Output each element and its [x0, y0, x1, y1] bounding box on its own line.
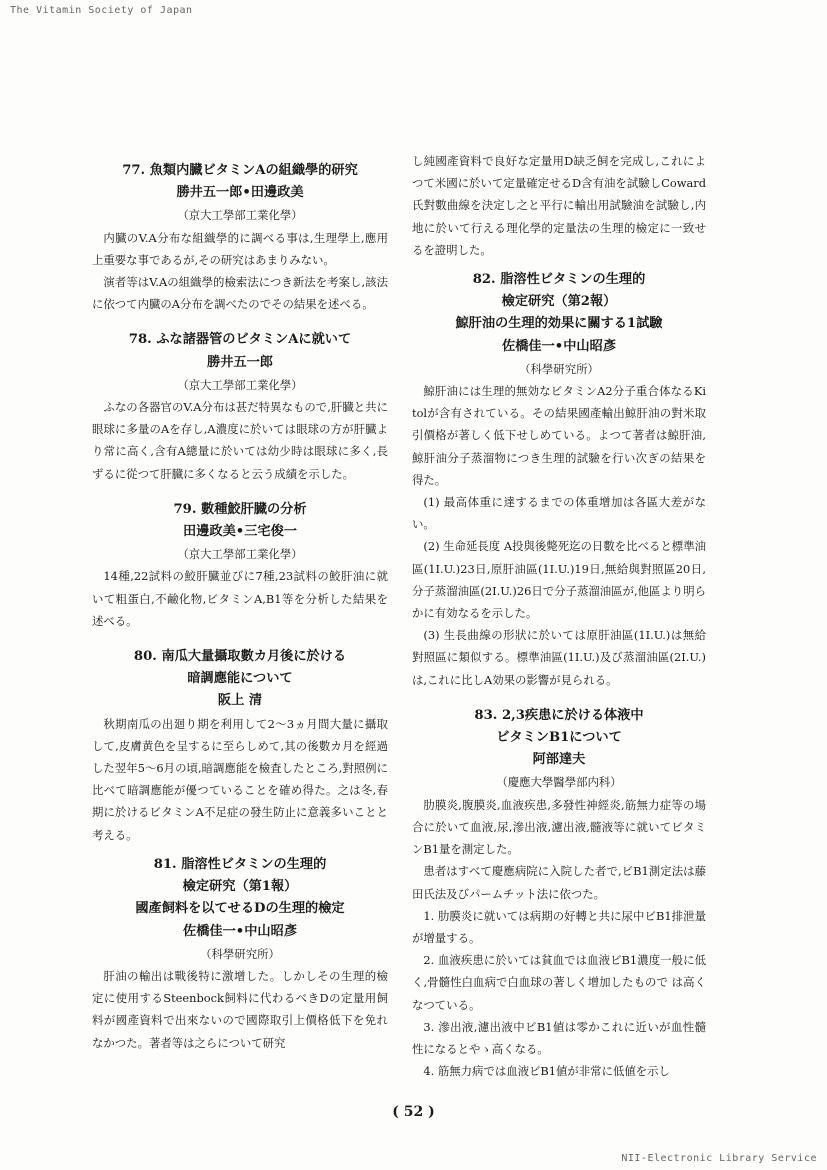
- abstract-80-authors: 阪上 清: [217, 693, 263, 709]
- abstract-82-paragraph-4: (3) 生長曲線の形狀に於いては原肝油區(1I.U.)は無給對照區に類似する。標準油區(1I.U.)及び蒸溜油區(2I.U.)は,これに比しA効果の影響が見られる。: [412, 628, 706, 687]
- abstract-83-paragraph-1: 肋膜炎,腹膜炎,血液疾患,多發性神經炎,筋無力症等の場合に於いて血液,尿,滲出液,濾出液,髓液等に就いてビタミンB1量を測定した。: [412, 797, 706, 857]
- right-column: [412, 154, 706, 1082]
- abstract-80-paragraph-1: 秋期南瓜の出廻り期を利用して2～3ヵ月間大量に攝取して,皮膚黄色を呈するに至らしめて,其の後數カ月を經過した翌年5～6月の頃,暗調應能を檢査したところ,對照例に比べて暗調應能が優つていることを確め得た。之は冬,春期に於けるビタミンA不足症の發生防止に意義多いことと考える。: [92, 716, 388, 842]
- abstract-79-affiliation: （京大工學部工業化學）: [177, 547, 303, 562]
- abstract-83-paragraph-5: 3. 滲出液,濾出液中ビB1値は零かこれに近いが血性髓性になるとやゝ高くなる。: [412, 1019, 706, 1056]
- abstract-81-continuation: し純國產資料で良好な定量用D缺乏飼を完成し,これによつて米國に於いて定量確定せるD含有油を試驗しCoward氏對數曲線を決定し之と平行に輸出用試驗油を試驗し,内地に於いて行える理化學的定量法の生理的檢定に一致せるを證明した。: [412, 154, 706, 257]
- abstract-82-title-line-1: 82. 脂溶性ビタミンの生理的: [472, 272, 646, 288]
- abstract-83-affiliation: （慶應大學醫學部内科）: [496, 775, 622, 790]
- source-header: The Vitamin Society of Japan: [10, 5, 193, 16]
- abstract-78-title: 78. ふな諸器管のビタミンAに就いて: [128, 332, 352, 348]
- abstract-81-paragraph-1: 肝油の輸出は戰後特に激增した。しかしその生理的檢定に使用するSteenbock飼料に代わるべきDの定量用飼料が國產資料で出來ないので國際取引上價格低下を免れなかつた。著者等は之らについて研究: [92, 968, 388, 1050]
- abstract-77-authors: 勝井五一郎•田邊政美: [176, 185, 304, 201]
- abstract-78-authors: 勝井五一郎: [207, 354, 273, 370]
- abstract-77-affiliation: （京大工學部工業化學）: [177, 208, 303, 223]
- abstract-83-paragraph-2: 患者はすべて慶應病院に入院した者で,ビB1測定法は藤田氏法及びパームチット法に依つた。: [412, 864, 706, 901]
- abstract-79-paragraph-1: 14種,22試料の鮫肝臓並びに7種,23試料の鮫肝油に就いて粗蛋白,不鹼化物,ビタミンA,B1等を分析した結果を述べる。: [92, 569, 388, 628]
- abstract-80-title-line-1: 80. 南瓜大量攝取數カ月後に於ける: [133, 649, 347, 665]
- abstract-83-paragraph-6: 4. 筋無力病では血液ビB1値が非常に低値を示し: [423, 1064, 670, 1079]
- library-service-footer: NII-Electronic Library Service: [621, 1153, 817, 1164]
- abstract-83-authors: 阿部達夫: [532, 752, 586, 768]
- left-column: [92, 160, 388, 1054]
- abstract-82-paragraph-1: 鯨肝油には生理的無効なビタミンA2分子重合体なるKitolが含有されている。その結果國產輸出鯨肝油の對米取引價格が著しく低下せしめている。よつて著者は鯨肝油,鯨肝油分子蒸溜物につき生理的試驗を行い次ぎの結果を得た。: [412, 384, 706, 487]
- abstract-81-affiliation: （科學研究所）: [200, 946, 280, 961]
- abstract-82-affiliation: （科學研究所）: [519, 361, 599, 376]
- abstract-81-title-line-1: 81. 脂溶性ビタミンの生理的: [153, 856, 327, 872]
- abstract-82-title-line-3: 鯨肝油の生理的効果に關する1試驗: [455, 316, 663, 332]
- abstract-78-affiliation: （京大工學部工業化學）: [177, 377, 303, 392]
- abstract-81-authors: 佐橋佳一•中山昭彥: [183, 923, 297, 939]
- abstract-78-paragraph-1: ふなの各器官のV.A分布は甚だ特異なもので,肝臓と共に眼球に多量のAを存し,A濃度に於いては眼球の方が肝臓より常に高く,含有A總量に於いては幼少時は眼球に多く,長ずるに從つて肝臓に多くなると云う成績を示した。: [92, 400, 388, 481]
- abstract-77-paragraph-1: 内臓のV.A分布な組織學的に調べる事は,生理學上,應用上重要な事であるが,その研究はあまりみない。: [92, 230, 388, 267]
- abstract-81-title-line-3: 國產飼料を以てせるDの生理的檢定: [135, 901, 345, 917]
- abstract-83-paragraph-3: 1. 肋膜炎に就いては病期の好轉と共に尿中ビB1排泄量が增量する。: [412, 908, 706, 945]
- abstract-79-authors: 田邊政美•三宅俊一: [183, 524, 297, 540]
- abstract-83-title-line-2: ビタミンB1について: [496, 730, 622, 746]
- abstract-77-title: 77. 魚類内臓ビタミンAの組織學的研究: [122, 163, 358, 178]
- abstract-83-title-line-1: 83. 2,3疾患に於ける体液中: [474, 707, 644, 723]
- abstract-82-authors: 佐橋佳一•中山昭彥: [502, 338, 616, 354]
- abstract-82-paragraph-3: (2) 生命延長度 A投與後斃死迄の日數を比べると標準油區(1I.U.)23日,原肝油區(1I.U.)19日,無給與對照區20日,分子蒸溜油區(2I.U.)26日で分子蒸溜油區が,他區より明らかに有効なるを示した。: [412, 539, 706, 621]
- abstract-82-paragraph-2: (1) 最高体重に達するまでの体重增加は各區大差がない。: [412, 495, 706, 532]
- abstract-81-title-line-2: 檢定研究（第1報）: [182, 879, 298, 895]
- abstract-80-title-line-2: 暗調應能について: [187, 671, 293, 687]
- abstract-77-paragraph-2: 演者等はV.Aの組織學的檢索法につき新法を考案し,該法に依つて内臓のA分布を調べたのでその結果を述べる。: [92, 275, 388, 312]
- page-number: ( 52 ): [392, 1104, 435, 1120]
- abstract-79-title: 79. 數種鮫肝臓の分析: [173, 501, 307, 517]
- abstract-83-paragraph-4: 2. 血液疾患に於いては貧血では血液ビB1濃度一般に低く,骨髓性白血病で白血球の著しく增加したもので は高くなつている。: [412, 953, 706, 1012]
- abstract-82-title-line-2: 檢定研究（第2報）: [501, 294, 617, 310]
